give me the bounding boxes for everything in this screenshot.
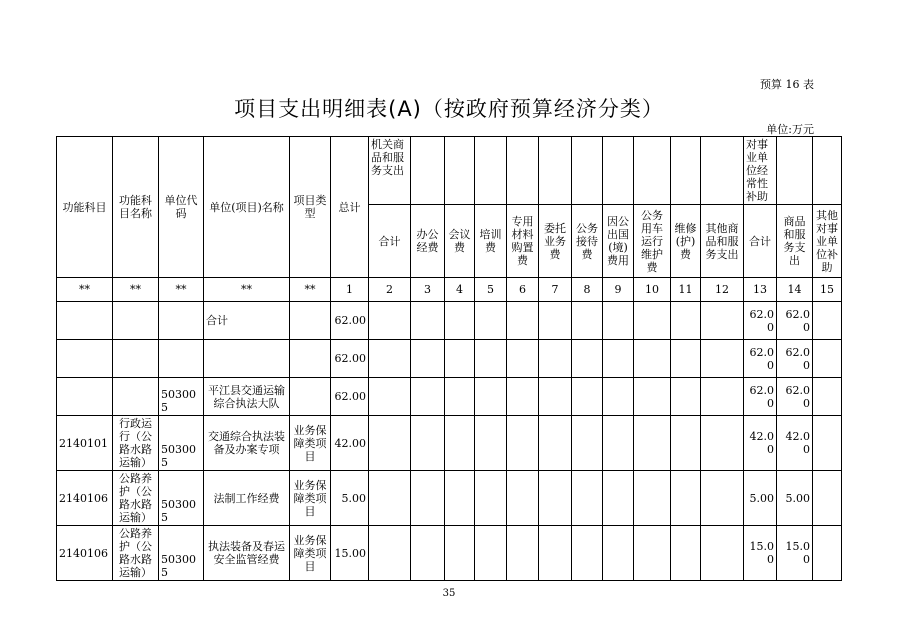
cell-empty [507,340,539,378]
cell-unit-code: 503005 [159,378,204,416]
col-sub: 商品和服务支出 [777,205,813,278]
cell-empty [634,471,671,526]
cell-unit-code [159,302,204,340]
cell-empty [813,526,842,581]
page-title: 项目支出明细表(A)（按政府预算经济分类） [234,97,664,121]
cell-func-code [57,340,113,378]
table-code: 预算 16 表 [760,78,814,91]
index-cell: 14 [777,278,813,302]
cell-empty [572,471,603,526]
cell-func-name: 公路养护（公路水路运输） [113,526,159,581]
index-row [57,278,842,302]
cell-empty [603,378,634,416]
cell-empty [603,302,634,340]
table-row [57,471,842,526]
cell-subsidy-total: 15.00 [744,526,777,581]
index-cell: 10 [634,278,671,302]
cell-empty [603,526,634,581]
cell-total: 62.00 [331,302,369,340]
table-row [57,340,842,378]
index-cell: 4 [445,278,475,302]
table-row [57,416,842,471]
cell-empty [539,340,572,378]
index-cell: ** [113,278,159,302]
col-sub: 办公经费 [411,205,445,278]
cell-empty [369,526,411,581]
index-cell: 2 [369,278,411,302]
cell-empty [813,378,842,416]
cell-subsidy-total: 42.00 [744,416,777,471]
cell-total: 5.00 [331,471,369,526]
col-sub: 因公出国(境)费用 [603,205,634,278]
cell-empty [671,526,701,581]
col-sub: 委托业务费 [539,205,572,278]
cell-empty [475,378,507,416]
page-number: 35 [442,588,456,599]
cell-empty [411,302,445,340]
cell-empty [813,416,842,471]
cell-func-name [113,340,159,378]
table-row [57,526,842,581]
col-unit-name: 单位(项目)名称 [204,137,290,278]
cell-empty [572,416,603,471]
col-sub: 公务接待费 [572,205,603,278]
cell-proj-type: 业务保障类项目 [290,526,331,581]
index-cell: 1 [331,278,369,302]
index-cell: 5 [475,278,507,302]
cell-func-name [113,302,159,340]
cell-subsidy-goods: 5.00 [777,471,813,526]
cell-empty [475,526,507,581]
cell-subsidy-total: 62.00 [744,302,777,340]
cell-subsidy-total: 62.00 [744,378,777,416]
budget-table [56,136,842,581]
index-cell: 6 [507,278,539,302]
cell-subsidy-goods: 42.00 [777,416,813,471]
cell-func-code [57,378,113,416]
col-sub: 培训费 [475,205,507,278]
col-func-name: 功能科目名称 [113,137,159,278]
cell-empty [445,340,475,378]
cell-empty [634,340,671,378]
cell-empty [701,471,744,526]
cell-empty [671,302,701,340]
cell-total: 62.00 [331,378,369,416]
cell-total: 15.00 [331,526,369,581]
cell-empty [411,378,445,416]
cell-total: 62.00 [331,340,369,378]
cell-empty [507,416,539,471]
cell-empty [701,416,744,471]
cell-subsidy-goods: 62.00 [777,302,813,340]
cell-empty [411,340,445,378]
cell-unit-code: 503005 [159,416,204,471]
cell-empty [603,416,634,471]
cell-empty [507,471,539,526]
cell-empty [507,378,539,416]
header-row-1 [57,137,842,205]
cell-empty [671,471,701,526]
cell-proj-type [290,340,331,378]
cell-empty [603,340,634,378]
col-sub: 维修(护)费 [671,205,701,278]
table-body [57,302,842,581]
cell-empty [813,471,842,526]
cell-empty [369,302,411,340]
col-sub: 其他商品和服务支出 [701,205,744,278]
cell-total: 42.00 [331,416,369,471]
cell-empty [369,378,411,416]
cell-subsidy-total: 5.00 [744,471,777,526]
cell-proj-type [290,302,331,340]
cell-empty [369,340,411,378]
cell-empty [634,416,671,471]
cell-empty [539,526,572,581]
cell-unit-name: 平江县交通运输综合执法大队 [204,378,290,416]
index-cell: 3 [411,278,445,302]
cell-func-code: 2140101 [57,416,113,471]
cell-empty [445,526,475,581]
cell-empty [634,302,671,340]
cell-empty [671,378,701,416]
index-cell: 9 [603,278,634,302]
cell-empty [572,302,603,340]
cell-func-code: 2140106 [57,526,113,581]
col-proj-type: 项目类型 [290,137,331,278]
col-func-code: 功能科目 [57,137,113,278]
cell-empty [475,302,507,340]
cell-unit-name: 法制工作经费 [204,471,290,526]
cell-empty [671,416,701,471]
cell-empty [572,526,603,581]
col-sub: 公务用车运行维护费 [634,205,671,278]
group-subsidy-header: 对事业单位经常性补助 [744,137,777,205]
index-cell: 13 [744,278,777,302]
index-cell: ** [159,278,204,302]
cell-proj-type [290,378,331,416]
cell-empty [671,340,701,378]
cell-empty [445,471,475,526]
cell-empty [507,526,539,581]
index-cell: ** [204,278,290,302]
cell-empty [701,378,744,416]
cell-empty [475,416,507,471]
index-cell: 8 [572,278,603,302]
col-total: 总计 [331,137,369,278]
cell-subsidy-total: 62.00 [744,340,777,378]
col-sub: 会议费 [445,205,475,278]
cell-unit-code: 503005 [159,526,204,581]
cell-unit-code [159,340,204,378]
cell-unit-name: 交通综合执法装备及办案专项 [204,416,290,471]
cell-empty [475,340,507,378]
col-sub: 专用材料购置费 [507,205,539,278]
unit-label: 单位:万元 [766,123,814,136]
index-cell: 12 [701,278,744,302]
index-cell: ** [57,278,113,302]
table-row [57,378,842,416]
cell-empty [701,526,744,581]
cell-unit-code: 503005 [159,471,204,526]
cell-empty [445,416,475,471]
cell-empty [411,526,445,581]
cell-subsidy-goods: 15.00 [777,526,813,581]
cell-func-name: 公路养护（公路水路运输） [113,471,159,526]
cell-subsidy-goods: 62.00 [777,378,813,416]
cell-func-name: 行政运行（公路水路运输） [113,416,159,471]
cell-empty [539,471,572,526]
cell-empty [507,302,539,340]
cell-empty [369,416,411,471]
cell-empty [572,340,603,378]
cell-empty [411,471,445,526]
cell-empty [603,471,634,526]
col-sub: 其他对事业单位补助 [813,205,842,278]
cell-proj-type: 业务保障类项目 [290,416,331,471]
cell-empty [813,302,842,340]
col-sub: 合计 [369,205,411,278]
cell-empty [701,340,744,378]
col-sub: 合计 [744,205,777,278]
cell-empty [539,416,572,471]
index-cell: 11 [671,278,701,302]
col-unit-code: 单位代码 [159,137,204,278]
cell-empty [813,340,842,378]
cell-empty [411,416,445,471]
index-cell: 15 [813,278,842,302]
cell-func-name [113,378,159,416]
cell-unit-name [204,340,290,378]
group-goods-header: 机关商品和服务支出 [369,137,411,205]
table-row [57,302,842,340]
cell-proj-type: 业务保障类项目 [290,471,331,526]
cell-empty [634,378,671,416]
cell-unit-name: 执法装备及春运安全监管经费 [204,526,290,581]
cell-empty [634,526,671,581]
cell-empty [369,471,411,526]
cell-empty [572,378,603,416]
cell-empty [445,302,475,340]
cell-func-code: 2140106 [57,471,113,526]
cell-empty [445,378,475,416]
cell-subsidy-goods: 62.00 [777,340,813,378]
cell-func-code [57,302,113,340]
cell-empty [539,378,572,416]
cell-empty [701,302,744,340]
cell-empty [539,302,572,340]
index-cell: 7 [539,278,572,302]
index-cell: ** [290,278,331,302]
cell-unit-name: 合计 [204,302,290,340]
cell-empty [475,471,507,526]
